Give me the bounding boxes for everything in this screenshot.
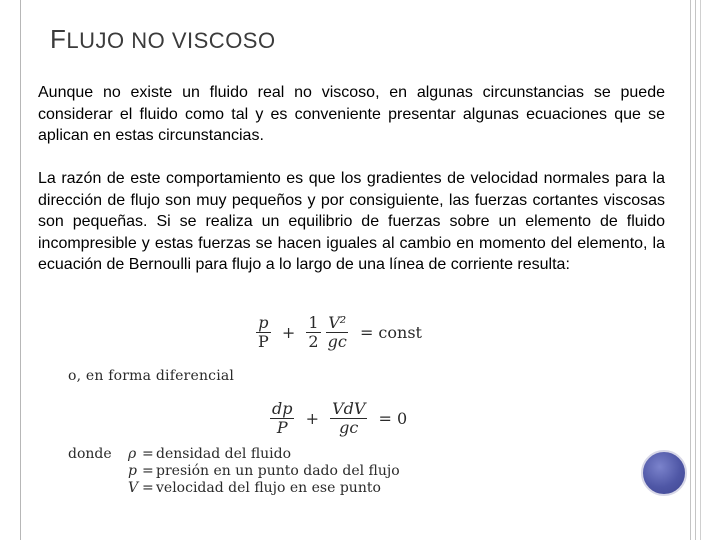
- definition-symbol: ρ: [128, 446, 137, 462]
- eq2-rho: P: [276, 418, 288, 437]
- eq1-half-den: 2: [308, 332, 319, 351]
- right-rule: [695, 0, 696, 540]
- pressure-over-density: [256, 314, 271, 351]
- eq1-rho: P: [258, 332, 269, 351]
- definition-text: densidad del fluido: [156, 446, 292, 462]
- differential-form-caption: o, en forma diferencial: [68, 368, 235, 384]
- bernoulli-differential-equation: [270, 400, 413, 437]
- definition-symbol: p: [128, 463, 137, 479]
- definition-row: [68, 480, 400, 497]
- decorative-circle-icon: [641, 450, 687, 496]
- eq1-v2: V²: [328, 313, 347, 332]
- right-rule: [700, 0, 701, 540]
- velocity-term: [326, 314, 349, 351]
- eq2-gc: gc: [339, 418, 359, 437]
- slide-title: [50, 24, 276, 55]
- definition-row: [68, 463, 400, 480]
- variable-definitions: [68, 446, 400, 497]
- definition-equals: =: [142, 463, 154, 479]
- definition-symbol: V: [128, 480, 139, 496]
- definition-equals: =: [142, 480, 154, 496]
- eq2-rhs: = 0: [378, 409, 408, 428]
- eq2-plus: +: [305, 409, 319, 428]
- right-rule: [690, 0, 691, 540]
- dp-over-density: [270, 400, 294, 437]
- eq1-p: p: [258, 313, 269, 332]
- eq1-plus: +: [281, 323, 296, 342]
- definition-equals: =: [142, 446, 154, 462]
- eq1-gc: gc: [327, 332, 347, 351]
- definition-row: [68, 446, 400, 463]
- definition-text: velocidad del flujo en ese punto: [156, 480, 381, 496]
- eq2-vdv: VdV: [332, 399, 366, 418]
- paragraph-intro: Aunque no existe un fluido real no viscoso, en algunas circunstancias se puede considerar el fluido como tal y es conveniente presentar algunas ecuaciones que se aplican en estas circunstancias.: [38, 84, 665, 144]
- definition-text: presión en un punto dado del flujo: [156, 463, 400, 479]
- title-initial: F: [50, 24, 67, 54]
- vdv-term: [330, 400, 367, 437]
- definitions-lead: donde: [68, 446, 112, 462]
- bernoulli-equation: [256, 314, 428, 351]
- eq1-half-num: 1: [308, 313, 319, 332]
- title-rest: LUJO NO VISCOSO: [66, 28, 276, 53]
- one-half: [306, 314, 320, 351]
- paragraph-bernoulli: La razón de este comportamiento es que los gradientes de velocidad normales para la dirección de flujo son muy pequeños y por consiguiente, las fuerzas cortantes viscosas son pequeñas. Si se realiza un equilibrio de fuerzas sobre un elemento de fluido incompresible y estas fuerzas se hacen iguales al cambio en momento del elemento, la ecuación de Bernoulli para flujo a lo largo de una línea de corriente resulta:: [38, 170, 665, 273]
- eq2-dp: dp: [272, 399, 293, 418]
- eq1-rhs: = const: [359, 323, 422, 342]
- left-rule: [20, 0, 21, 540]
